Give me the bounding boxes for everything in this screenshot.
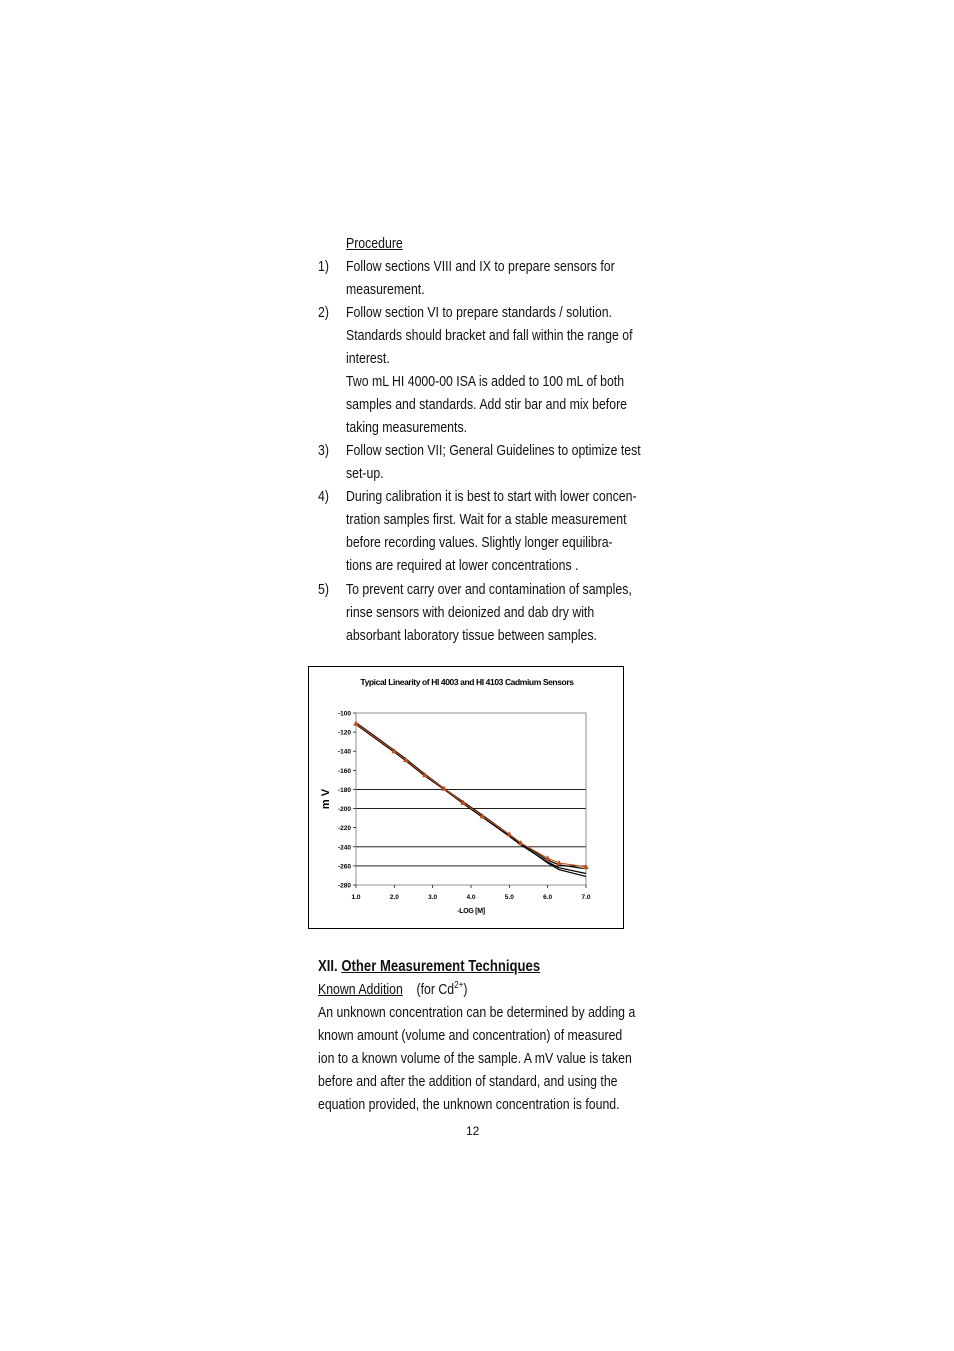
x-tick-label: 4.0 xyxy=(466,894,476,901)
chart-title: Typical Linearity of HI 4003 and HI 4103 Cadmium Sensors xyxy=(360,677,574,687)
page-number: 12 xyxy=(466,1124,480,1138)
step-5-number: 5) xyxy=(318,581,329,598)
series-line-4 xyxy=(356,724,586,867)
paragraph-line: equation provided, the unknown concentration is found. xyxy=(318,1096,620,1113)
step-2-line: Standards should bracket and fall within the range of xyxy=(346,327,633,344)
step-2-line: Two mL HI 4000-00 ISA is added to 100 mL of both xyxy=(346,373,625,390)
y-tick-label: -140 xyxy=(337,748,351,756)
y-tick-label: -200 xyxy=(337,806,351,814)
chart-gridlines xyxy=(356,789,586,865)
section-heading xyxy=(318,955,540,978)
x-tick-label: 7.0 xyxy=(581,894,591,901)
y-tick-label: -180 xyxy=(337,786,351,794)
y-tick-label: -260 xyxy=(337,863,351,871)
known-addition-close: ) xyxy=(463,981,468,998)
linearity-chart xyxy=(309,667,623,928)
procedure-title: Procedure xyxy=(346,235,403,252)
step-4-line: before recording values. Slightly longer equilibra- xyxy=(346,534,613,551)
x-tick-label: 1.0 xyxy=(351,894,361,901)
step-4-line: tions are required at lower concentrations . xyxy=(346,557,579,574)
step-2-line: interest. xyxy=(346,350,390,367)
step-2-line: samples and standards. Add stir bar and mix before xyxy=(346,396,628,413)
y-axis-label: m V xyxy=(320,788,332,810)
paragraph-line: known amount (volume and concentration) of measured xyxy=(318,1027,623,1044)
step-3-number: 3) xyxy=(318,442,329,459)
step-1-line: measurement. xyxy=(346,281,425,298)
step-4-line: During calibration it is best to start with lower concen- xyxy=(346,488,637,505)
paragraph-line: ion to a known volume of the sample. A mV value is taken xyxy=(318,1050,632,1067)
step-5-line: rinse sensors with deionized and dab dry with xyxy=(346,604,595,621)
step-2-line: taking measurements. xyxy=(346,419,468,436)
series-line-3 xyxy=(356,724,586,877)
y-tick-label: -220 xyxy=(337,825,351,833)
step-3-line: Follow section VII; General Guidelines to optimize test xyxy=(346,442,641,459)
step-1-line: Follow sections VIII and IX to prepare sensors for xyxy=(346,258,615,275)
step-3-line: set-up. xyxy=(346,465,384,482)
chart-series xyxy=(353,721,589,877)
step-5-line: To prevent carry over and contamination of samples, xyxy=(346,581,632,598)
x-tick-label: 5.0 xyxy=(504,894,514,901)
x-tick-label: 2.0 xyxy=(389,894,399,901)
known-addition-for: (for Cd xyxy=(416,981,455,998)
data-point-marker xyxy=(353,721,359,726)
ion-charge: 2+ xyxy=(454,980,464,991)
known-addition-label: Known Addition xyxy=(318,981,403,998)
x-tick-label: 3.0 xyxy=(428,894,438,901)
x-axis xyxy=(351,885,590,901)
paragraph-line: An unknown concentration can be determined by adding a xyxy=(318,1004,636,1021)
linearity-chart-frame xyxy=(308,666,624,929)
section-number: XII. xyxy=(318,958,338,975)
x-tick-label: 6.0 xyxy=(543,894,553,901)
y-tick-label: -120 xyxy=(337,729,351,737)
y-tick-label: -100 xyxy=(337,710,351,718)
step-1-number: 1) xyxy=(318,258,329,275)
y-tick-label: -240 xyxy=(337,844,351,852)
step-2-line: Follow section VI to prepare standards / solution. xyxy=(346,304,612,321)
step-5-line: absorbant laboratory tissue between samples. xyxy=(346,627,597,644)
y-tick-label: -280 xyxy=(337,882,351,890)
step-4-number: 4) xyxy=(318,488,329,505)
step-2-number: 2) xyxy=(318,304,329,321)
paragraph-line: before and after the addition of standard, and using the xyxy=(318,1073,618,1090)
x-axis-label: -LOG [M] xyxy=(457,908,485,915)
data-point-marker xyxy=(545,855,551,860)
y-axis xyxy=(338,711,356,890)
section-title: Other Measurement Techniques xyxy=(341,958,541,975)
step-4-line: tration samples first. Wait for a stable measurement xyxy=(346,511,627,528)
known-addition-heading xyxy=(318,978,468,1001)
y-tick-label: -160 xyxy=(337,767,351,775)
